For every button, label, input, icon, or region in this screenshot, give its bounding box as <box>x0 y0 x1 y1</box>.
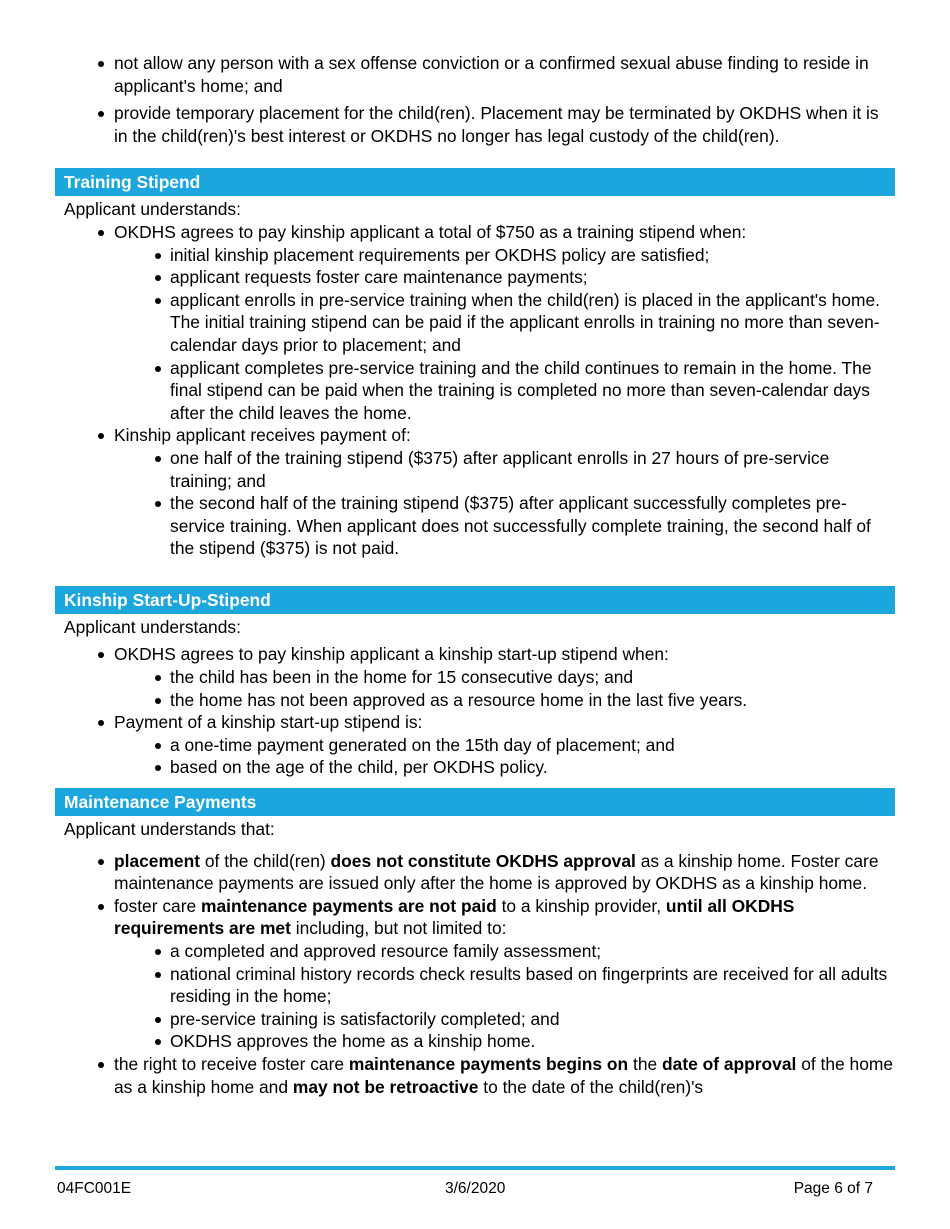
bold-text: may not be retroactive <box>292 1076 479 1097</box>
list-item: the child has been in the home for 15 consecutive days; and <box>150 666 895 689</box>
section-intro: Applicant understands: <box>64 199 241 220</box>
bold-text: does not constitute OKDHS approval <box>330 850 636 871</box>
list-item-text: OKDHS agrees to pay kinship applicant a total of $750 as a training stipend when: <box>114 221 747 242</box>
list-item: the home has not been approved as a resource home in the last five years. <box>150 689 895 712</box>
list-item <box>93 643 895 711</box>
list-item: one half of the training stipend ($375) after applicant enrolls in 27 hours of pre-service training; and <box>150 447 895 492</box>
list-item: national criminal history records check results based on fingerprints are received for all adults residing in the home; <box>150 963 895 1008</box>
list-item: based on the age of the child, per OKDHS policy. <box>150 756 895 779</box>
list-item: applicant completes pre-service training and the child continues to remain in the home. The final stipend can be paid when the training is completed no more than seven-calendar days after the child leaves the home. <box>150 357 895 425</box>
text-run: foster care <box>114 895 201 916</box>
list-item-text: Payment of a kinship start-up stipend is: <box>114 712 423 733</box>
section-heading-kinship-start-up-stipend: Kinship Start-Up-Stipend <box>55 586 895 614</box>
text-run: as a kinship home. Foster care maintenance payments are issued only after the home is approved by OKDHS as a kinship home. <box>114 850 879 894</box>
list-item: not allow any person with a sex offense conviction or a confirmed sexual abuse finding to reside in applicant's home; and <box>93 52 895 97</box>
list-item: OKDHS approves the home as a kinship home. <box>150 1030 895 1053</box>
sub-list <box>150 447 895 560</box>
list-item-text: OKDHS agrees to pay kinship applicant a kinship start-up stipend when: <box>114 644 669 665</box>
maintenance-bullet-list <box>93 850 895 1099</box>
text-run: to the date of the child(ren)'s <box>478 1076 704 1097</box>
form-number: 04FC001E <box>57 1180 132 1197</box>
list-item: the second half of the training stipend ($375) after applicant successfully completes pre-service training. When applicant does not successfully complete training, the second half of the stipend ($375) is not paid. <box>150 492 895 560</box>
training-bullet-list <box>93 221 895 560</box>
startup-bullet-list <box>93 643 895 779</box>
footer-divider <box>55 1166 895 1170</box>
text-run: of the home as a kinship home and <box>114 1053 894 1097</box>
list-item <box>93 895 895 1053</box>
text-run: including, but not limited to: <box>290 918 507 939</box>
text-run: the right to receive foster care <box>114 1053 349 1074</box>
bold-text: maintenance payments begins on <box>348 1053 629 1074</box>
sub-list <box>150 666 895 711</box>
bold-text: maintenance payments are not paid <box>201 895 497 916</box>
bold-text: until all OKDHS requirements are met <box>114 895 795 939</box>
list-item: applicant enrolls in pre-service training when the child(ren) is placed in the applicant's home. The initial training stipend can be paid if the applicant enrolls in training no more than seven-calendar days prior to placement; and <box>150 289 895 357</box>
bold-text: date of approval <box>662 1053 797 1074</box>
list-item <box>93 221 895 424</box>
list-item: a completed and approved resource family assessment; <box>150 940 895 963</box>
sub-list <box>150 940 895 1053</box>
list-item: pre-service training is satisfactorily completed; and <box>150 1008 895 1031</box>
list-item <box>93 850 895 895</box>
text-run: to a kinship provider, <box>496 895 666 916</box>
section-heading-maintenance-payments: Maintenance Payments <box>55 788 895 816</box>
footer-date: 3/6/2020 <box>445 1180 506 1197</box>
text-run: of the child(ren) <box>200 850 331 871</box>
top-bullet-list <box>93 52 895 147</box>
sub-list <box>150 244 895 425</box>
section-heading-training-stipend: Training Stipend <box>55 168 895 196</box>
list-item: a one-time payment generated on the 15th day of placement; and <box>150 734 895 757</box>
list-item <box>93 711 895 779</box>
list-item: initial kinship placement requirements per OKDHS policy are satisfied; <box>150 244 895 267</box>
document-page <box>55 52 895 1098</box>
text-run: the <box>628 1053 663 1074</box>
sub-list <box>150 734 895 779</box>
section-intro: Applicant understands: <box>64 616 241 637</box>
section-intro: Applicant understands that: <box>64 819 275 840</box>
list-item <box>93 1053 895 1098</box>
page-number: Page 6 of 7 <box>793 1180 873 1197</box>
list-item: provide temporary placement for the child(ren). Placement may be terminated by OKDHS when it is in the child(ren)'s best interest or OKDHS no longer has legal custody of the child(ren). <box>93 102 895 147</box>
bold-text: placement <box>114 850 201 871</box>
list-item-text: Kinship applicant receives payment of: <box>114 425 411 446</box>
list-item <box>93 424 895 560</box>
list-item: applicant requests foster care maintenance payments; <box>150 266 895 289</box>
